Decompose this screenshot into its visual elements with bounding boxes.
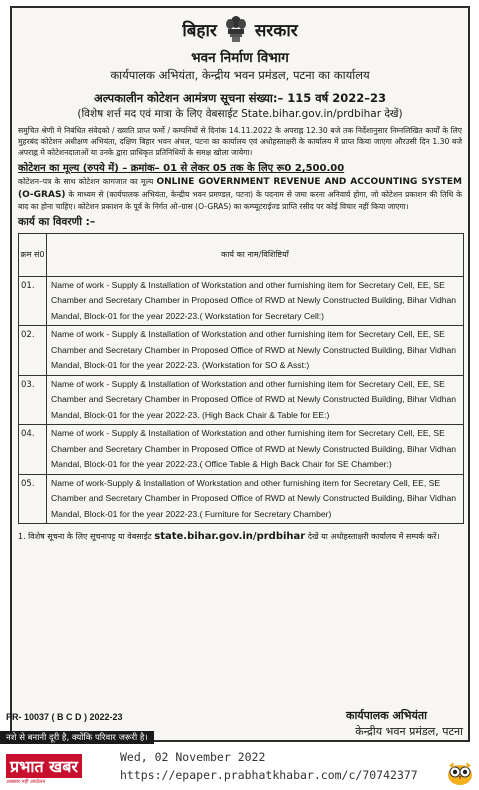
owl-icon — [446, 760, 474, 786]
signatory-office: केन्द्रीय भवन प्रमंडल, पटना — [355, 725, 463, 738]
anti-drug-slogan: नशे से बनानी दूरी है, क्योंकि परिवार जरूरी है। — [0, 731, 154, 744]
payment-paragraph — [12, 176, 468, 213]
gov-title-right: सरकार — [254, 20, 298, 41]
row-description: Name of work - Supply & Installation of Workstation and other furnishing item for Secretary Cell, EE, SE Chamber and Secretary Chamber in Proposed Office of RWD at Newly Constructed Building, Bihar Vidhan Mandal, Block-01 for the year 2022-23.( Office Table & High Back Chair for SE Chamber:) — [47, 425, 464, 475]
intro-paragraph: समुचित श्रेणी मे निबंधित संवेदको / ख्याति प्राप्त फर्मो / कम्पनियों से दिनांक 14.11.2022 के अपराह्न 12.30 बजे तक निर्देशानुसार निम्नलिखित कार्यों के लिए मुहरबंद कोटेशन अधीक्षण अभियंता, दक्षिण बिहार भवन अंचल, पटना का कार्यालय एवं अधोहस्ताक्षरी के कार्यालय में प्राप्त किया जाएगा औरउसी दिन 1.30 बजे अपराह्न मे कोटेशनदाताओं या उनके द्वारा प्राधिकृत प्रतिनिधियों के समक्ष खोला जायेगा। — [18, 126, 462, 157]
col-header-description: कार्य का नाम/विशिष्टियाँ — [47, 233, 464, 276]
notice-title: अल्पकालीन कोटेशन आमंत्रण सूचना संख्या:– 115 वर्ष 2022–23 — [93, 91, 387, 105]
table-row — [19, 474, 464, 524]
works-table — [18, 233, 464, 525]
table-row — [19, 425, 464, 475]
epaper-url[interactable]: https://epaper.prabhatkhabar.com/c/70742377 — [120, 768, 418, 782]
row-description: Name of work-Supply & Installation of Workstation and other furnishing item for Secretary Cell, EE, SE Chamber and Secretary Chamber in Proposed Office of RWD at Newly Constructed Building, Bihar Vidhan Mandal, Block-01 for the year 2022-23.( Furniture for Secretary Chamber) — [47, 474, 464, 524]
ashoka-emblem-icon — [223, 14, 249, 44]
row-number: 04. — [19, 425, 47, 475]
work-heading: कार्य का विवरणी :– — [18, 215, 96, 228]
logo-text: प्रभात खबर — [6, 754, 82, 778]
office-name: कार्यपालक अभियंता, केन्द्रीय भवन प्रमंडल, पटना का कार्यालय — [110, 68, 370, 82]
gov-title-left: बिहार — [182, 20, 217, 41]
note-text-pre: 1. विशेष सूचना के लिए सूचनापट्ट या वेबसाईट — [18, 532, 155, 542]
tender-notice — [10, 6, 470, 742]
payment-system-name: ONLINE GOVERNMENT REVENUE AND ACCOUNTING SYSTEM (O-GRAS) — [18, 177, 462, 200]
epaper-footer — [0, 744, 479, 790]
row-description: Name of work - Supply & Installation of Workstation and other furnishing item for Secretary Cell, EE, SE Chamber and Secretary Chamber in Proposed Office of RWD at Newly Constructed Building, Bihar Vidhan Mandal, Block-01 for the year 2022-23.( Workstation for Secretary Cell:) — [47, 276, 464, 326]
row-description: Name of work - Supply & Installation of Workstation and other furnishing item for Secretary Cell, EE, SE Chamber and Secretary Chamber in Proposed Office of RWD at Newly Constructed Building, Bihar Vidhan Mandal, Block-01 for the year 2022-23. (Workstation for SO & Asst:) — [47, 326, 464, 376]
notice-header — [12, 14, 468, 83]
table-row — [19, 326, 464, 376]
note-text-post: देखें या अधोहस्ताक्षरी कार्यालय में सम्पर्क करें। — [305, 532, 440, 542]
logo-tagline: अखबार नहीं आंदोलन — [6, 779, 46, 785]
quotation-price: कोटेशन का मूल्य (रुपये में) – क्रमांक– 01 से लेकर 05 तक के लिए रू0 2,500.00 — [18, 163, 345, 174]
col-header-serial: क्रम सं0 — [19, 233, 47, 276]
table-row — [19, 375, 464, 425]
edition-date: Wed, 02 November 2022 — [120, 750, 266, 764]
government-title — [12, 14, 468, 44]
special-note — [12, 530, 468, 544]
row-description: Name of work - Supply & Installation of Workstation and other furnishing item for Secretary Cell, EE, SE Chamber and Secretary Chamber in Proposed Office of RWD at Newly Constructed Building, Bihar Vidhan Mandal, Block-01 for the year 2022-23. (High Back Chair & Table for EE:) — [47, 375, 464, 425]
table-row — [19, 276, 464, 326]
row-number: 01. — [19, 276, 47, 326]
notice-subtitle: (विशेष शर्त्त मद एवं मात्रा के लिए वेबसाईट State.bihar.gov.in/prdbihar देखें) — [77, 108, 403, 120]
table-header-row — [19, 233, 464, 276]
row-number: 05. — [19, 474, 47, 524]
note-website-link[interactable]: state.bihar.gov.in/prdbihar — [154, 531, 306, 543]
row-number: 03. — [19, 375, 47, 425]
pr-number: PR- 10037 ( B C D ) 2022-23 — [6, 712, 123, 722]
prabhat-khabar-logo[interactable] — [6, 754, 90, 784]
signatory-title: कार्यपालक अभियंता — [346, 709, 427, 722]
department-name: भवन निर्माण विभाग — [191, 50, 289, 66]
row-number: 02. — [19, 326, 47, 376]
payment-text-post: के माध्यम से (कार्यपालक अभियंता, केन्द्रीय भवन प्रमण्डल, पटना) के पदनाम से जमा करना अनिवार्य होगा, जो कोटेशन प्रकाशन की तिथि के बाद का होना चाहिए। कोटेशन प्रकाशन के पूर्व के निर्गत ओ–ग्रास (O-GRAS) का कम्प्यूटराईज्ड प्राप्ति रसीद पर कोई विचार नहीं किया जाएगा। — [18, 189, 462, 212]
payment-text-pre: कोटेशन–पत्र के साथ कोटेशन कागजात का मूल्य — [18, 177, 157, 186]
